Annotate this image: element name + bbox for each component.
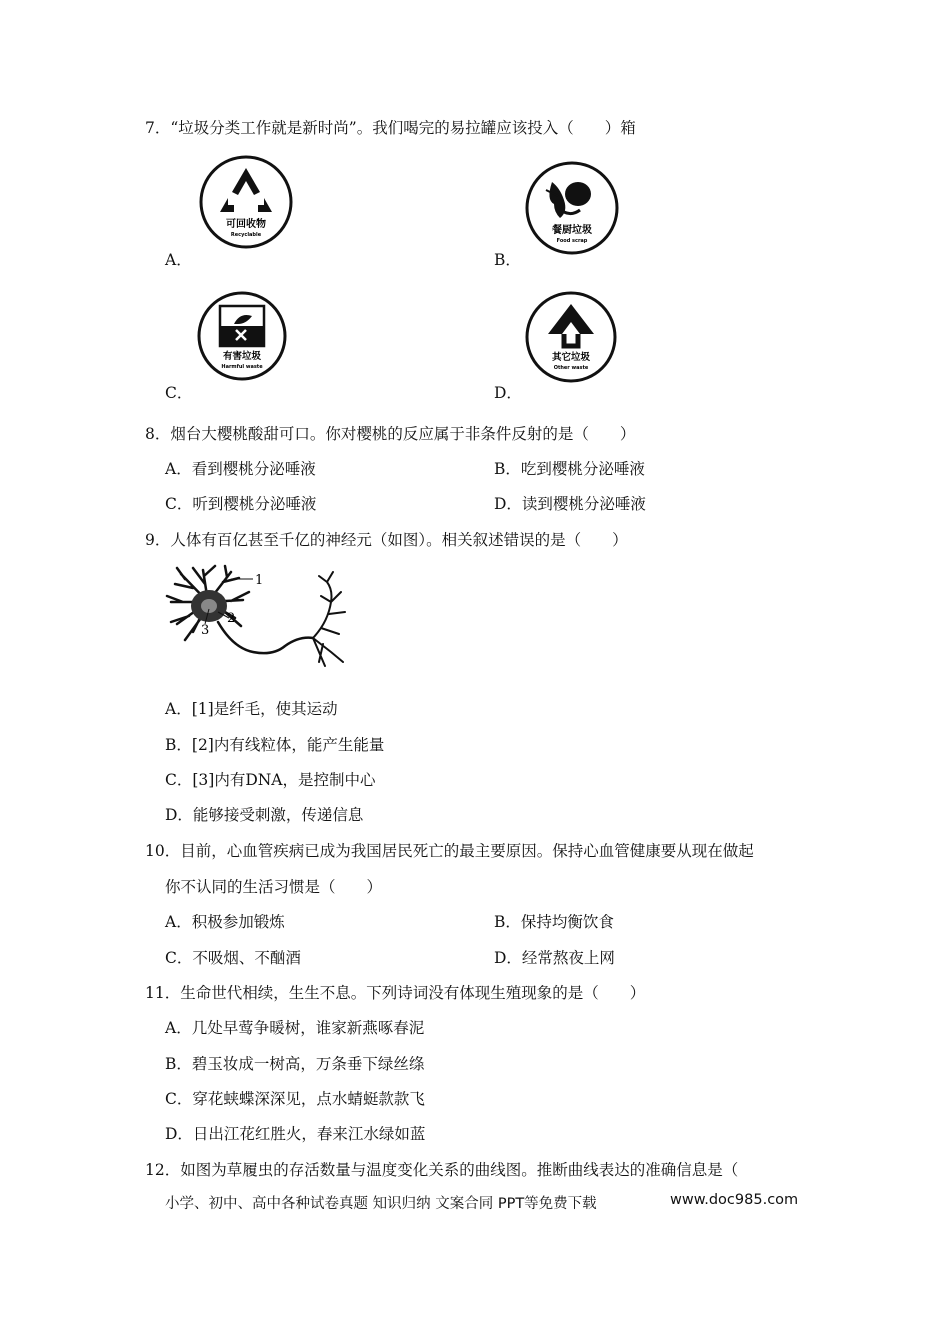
q9-option-a[interactable]: A．[1]是纤毛，使其运动 — [165, 700, 338, 718]
q10-option-b[interactable]: B．保持均衡饮食 — [494, 913, 614, 931]
q11-option-c[interactable]: C．穿花蛱蝶深深见，点水蜻蜓款款飞 — [165, 1090, 425, 1108]
svg-text:可回收物: 可回收物 — [226, 219, 266, 230]
q12-stem: 12．如图为草履虫的存活数量与温度变化关系的曲线图。推断曲线表达的准确信息是（ — [145, 1161, 739, 1179]
q8-stem: 8．烟台大樱桃酸甜可口。你对樱桃的反应属于非条件反射的是（ ） — [145, 425, 636, 443]
q9-option-c[interactable]: C．[3]内有DNA，是控制中心 — [165, 771, 376, 789]
food-scrap-icon — [524, 160, 620, 256]
q11-option-b[interactable]: B．碧玉妆成一树高，万条垂下绿丝绦 — [165, 1055, 425, 1073]
neuron-label-1: 1 — [255, 573, 264, 588]
svg-text:餐厨垃圾: 餐厨垃圾 — [552, 225, 592, 236]
q9-stem: 9．人体有百亿甚至千亿的神经元（如图）。相关叙述错误的是（ ） — [145, 531, 628, 549]
q7-option-a-letter[interactable]: A． — [165, 251, 192, 269]
q8-option-b[interactable]: B．吃到樱桃分泌唾液 — [494, 460, 645, 478]
q11-option-d[interactable]: D．日出江花红胜火，春来江水绿如蓝 — [165, 1125, 426, 1143]
q8-option-d[interactable]: D．读到樱桃分泌唾液 — [494, 495, 646, 513]
q7-option-b-letter[interactable]: B． — [494, 251, 521, 269]
svg-text:有害垃圾: 有害垃圾 — [222, 351, 262, 362]
svg-text:Recyclable: Recyclable — [230, 232, 262, 238]
q11-option-a[interactable]: A．几处早莺争暖树，谁家新燕啄春泥 — [165, 1019, 425, 1037]
svg-text:其它垃圾: 其它垃圾 — [551, 352, 591, 363]
neuron-label-3: 3 — [201, 623, 210, 638]
q10-stem: 10．目前，心血管疾病已成为我国居民死亡的最主要原因。保持心血管健康要从现在做起 — [145, 842, 754, 860]
q8-option-c[interactable]: C．听到樱桃分泌唾液 — [165, 495, 317, 513]
footer — [165, 1192, 805, 1213]
q10-stem-continued: 你不认同的生活习惯是（ ） — [165, 878, 383, 896]
recyclable-icon — [198, 154, 294, 250]
neuron-figure — [163, 562, 353, 672]
q10-option-d[interactable]: D．经常熬夜上网 — [494, 949, 615, 967]
q7-stem: 7．“垃圾分类工作就是新时尚”。我们喝完的易拉罐应该投入（ ）箱 — [145, 119, 636, 137]
q9-option-b[interactable]: B．[2]内有线粒体，能产生能量 — [165, 736, 385, 754]
svg-text:Other waste: Other waste — [553, 365, 589, 371]
q8-option-a[interactable]: A．看到樱桃分泌唾液 — [165, 460, 316, 478]
q9-option-d[interactable]: D．能够接受刺激，传递信息 — [165, 806, 364, 824]
svg-text:Harmful waste: Harmful waste — [221, 364, 263, 370]
q10-option-c[interactable]: C．不吸烟、不酗酒 — [165, 949, 301, 967]
q7-option-c-letter[interactable]: C． — [165, 384, 193, 402]
other-waste-icon — [524, 290, 618, 384]
q7-option-d-letter[interactable]: D． — [494, 384, 522, 402]
footer-url[interactable]: www.doc985.com — [670, 1192, 799, 1208]
harmful-waste-icon — [196, 290, 288, 382]
neuron-label-2: 2 — [227, 611, 236, 626]
footer-text: 小学、初中、高中各种试卷真题 知识归纳 文案合同 PPT等免费下载 — [165, 1196, 597, 1212]
svg-text:Food scrap: Food scrap — [556, 238, 588, 244]
q10-option-a[interactable]: A．积极参加锻炼 — [165, 913, 285, 931]
q11-stem: 11．生命世代相续，生生不息。下列诗词没有体现生殖现象的是（ ） — [145, 984, 646, 1002]
